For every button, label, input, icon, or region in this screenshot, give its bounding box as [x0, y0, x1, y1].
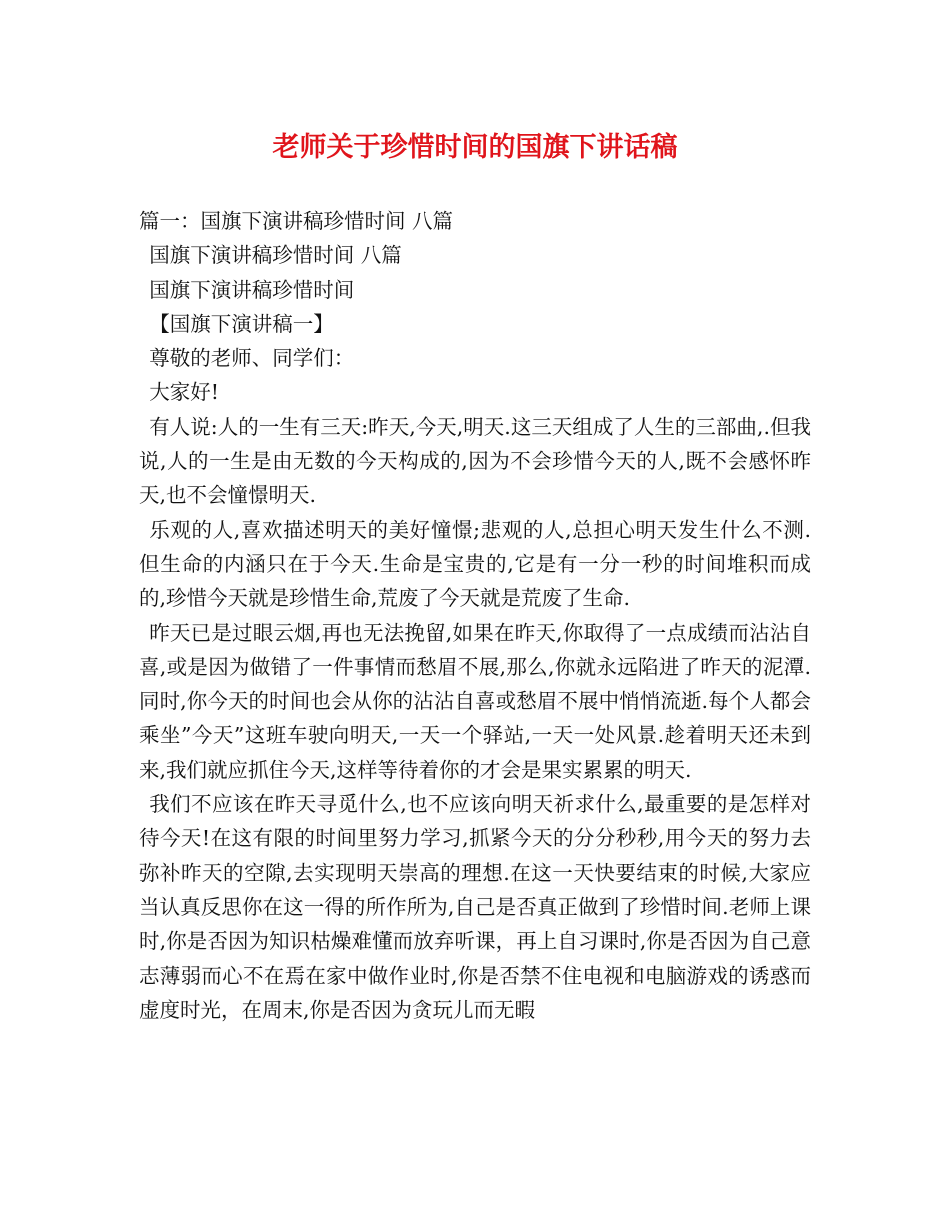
subheading: 国旗下演讲稿珍惜时间: [149, 277, 355, 302]
paragraph: 乐观的人,喜欢描述明天的美好憧憬;悲观的人,总担心明天发生什么不测.但生命的内涵只在于今天.生命是宝贵的,它是有一分一秒的时间堆积而成的,珍惜今天就是珍惜生命,荒废了今天就是荒废了生命.: [139, 517, 811, 611]
paragraph: 昨天已是过眼云烟,再也无法挽留,如果在昨天,你取得了一点成绩而沾沾自喜,或是因为做错了一件事情而愁眉不展,那么,你就永远陷进了昨天的泥潭.同时,你今天的时间也会从你的沾沾自喜或愁眉不展中悄悄流逝.每个人都会乘坐”今天”这班车驶向明天,一天一个驿站,一天一处风景.趁着明天还未到来,我们就应抓住今天,这样等待着你的才会是果实累累的明天.: [139, 620, 811, 782]
paragraph: 我们不应该在昨天寻觅什么,也不应该向明天祈求什么,最重要的是怎样对待今天!在这有限的时间里努力学习,抓紧今天的分分秒秒,用今天的努力去弥补昨天的空隙,去实现明天崇高的理想.在这一天快要结束的时候,大家应当认真反思你在这一得的所作所为,自己是否真正做到了珍惜时间.老师上课时,你是否因为知识枯燥难懂而放弃听课，再上自习课时,你是否因为自己意志薄弱而心不在焉在家中做作业时,你是否禁不住电视和电脑游戏的诱惑而虚度时光，在周末,你是否因为贪玩儿而无暇: [139, 792, 811, 1022]
subheading: 国旗下演讲稿珍惜时间 八篇: [149, 243, 402, 268]
section-heading: 篇一：国旗下演讲稿珍惜时间 八篇: [139, 209, 454, 233]
speech-label: 【国旗下演讲稿一】: [149, 311, 334, 336]
document-body: [139, 204, 811, 1027]
document-title: 老师关于珍惜时间的国旗下讲话稿: [272, 132, 678, 163]
greeting: 大家好!: [149, 380, 219, 405]
paragraph: 有人说:人的一生有三天:昨天,今天,明天.这三天组成了人生的三部曲,.但我说,人的一生是由无数的今天构成的,因为不会珍惜今天的人,既不会感怀昨天,也不会憧憬明天.: [139, 414, 811, 508]
salutation: 尊敬的老师、同学们：: [149, 346, 355, 371]
